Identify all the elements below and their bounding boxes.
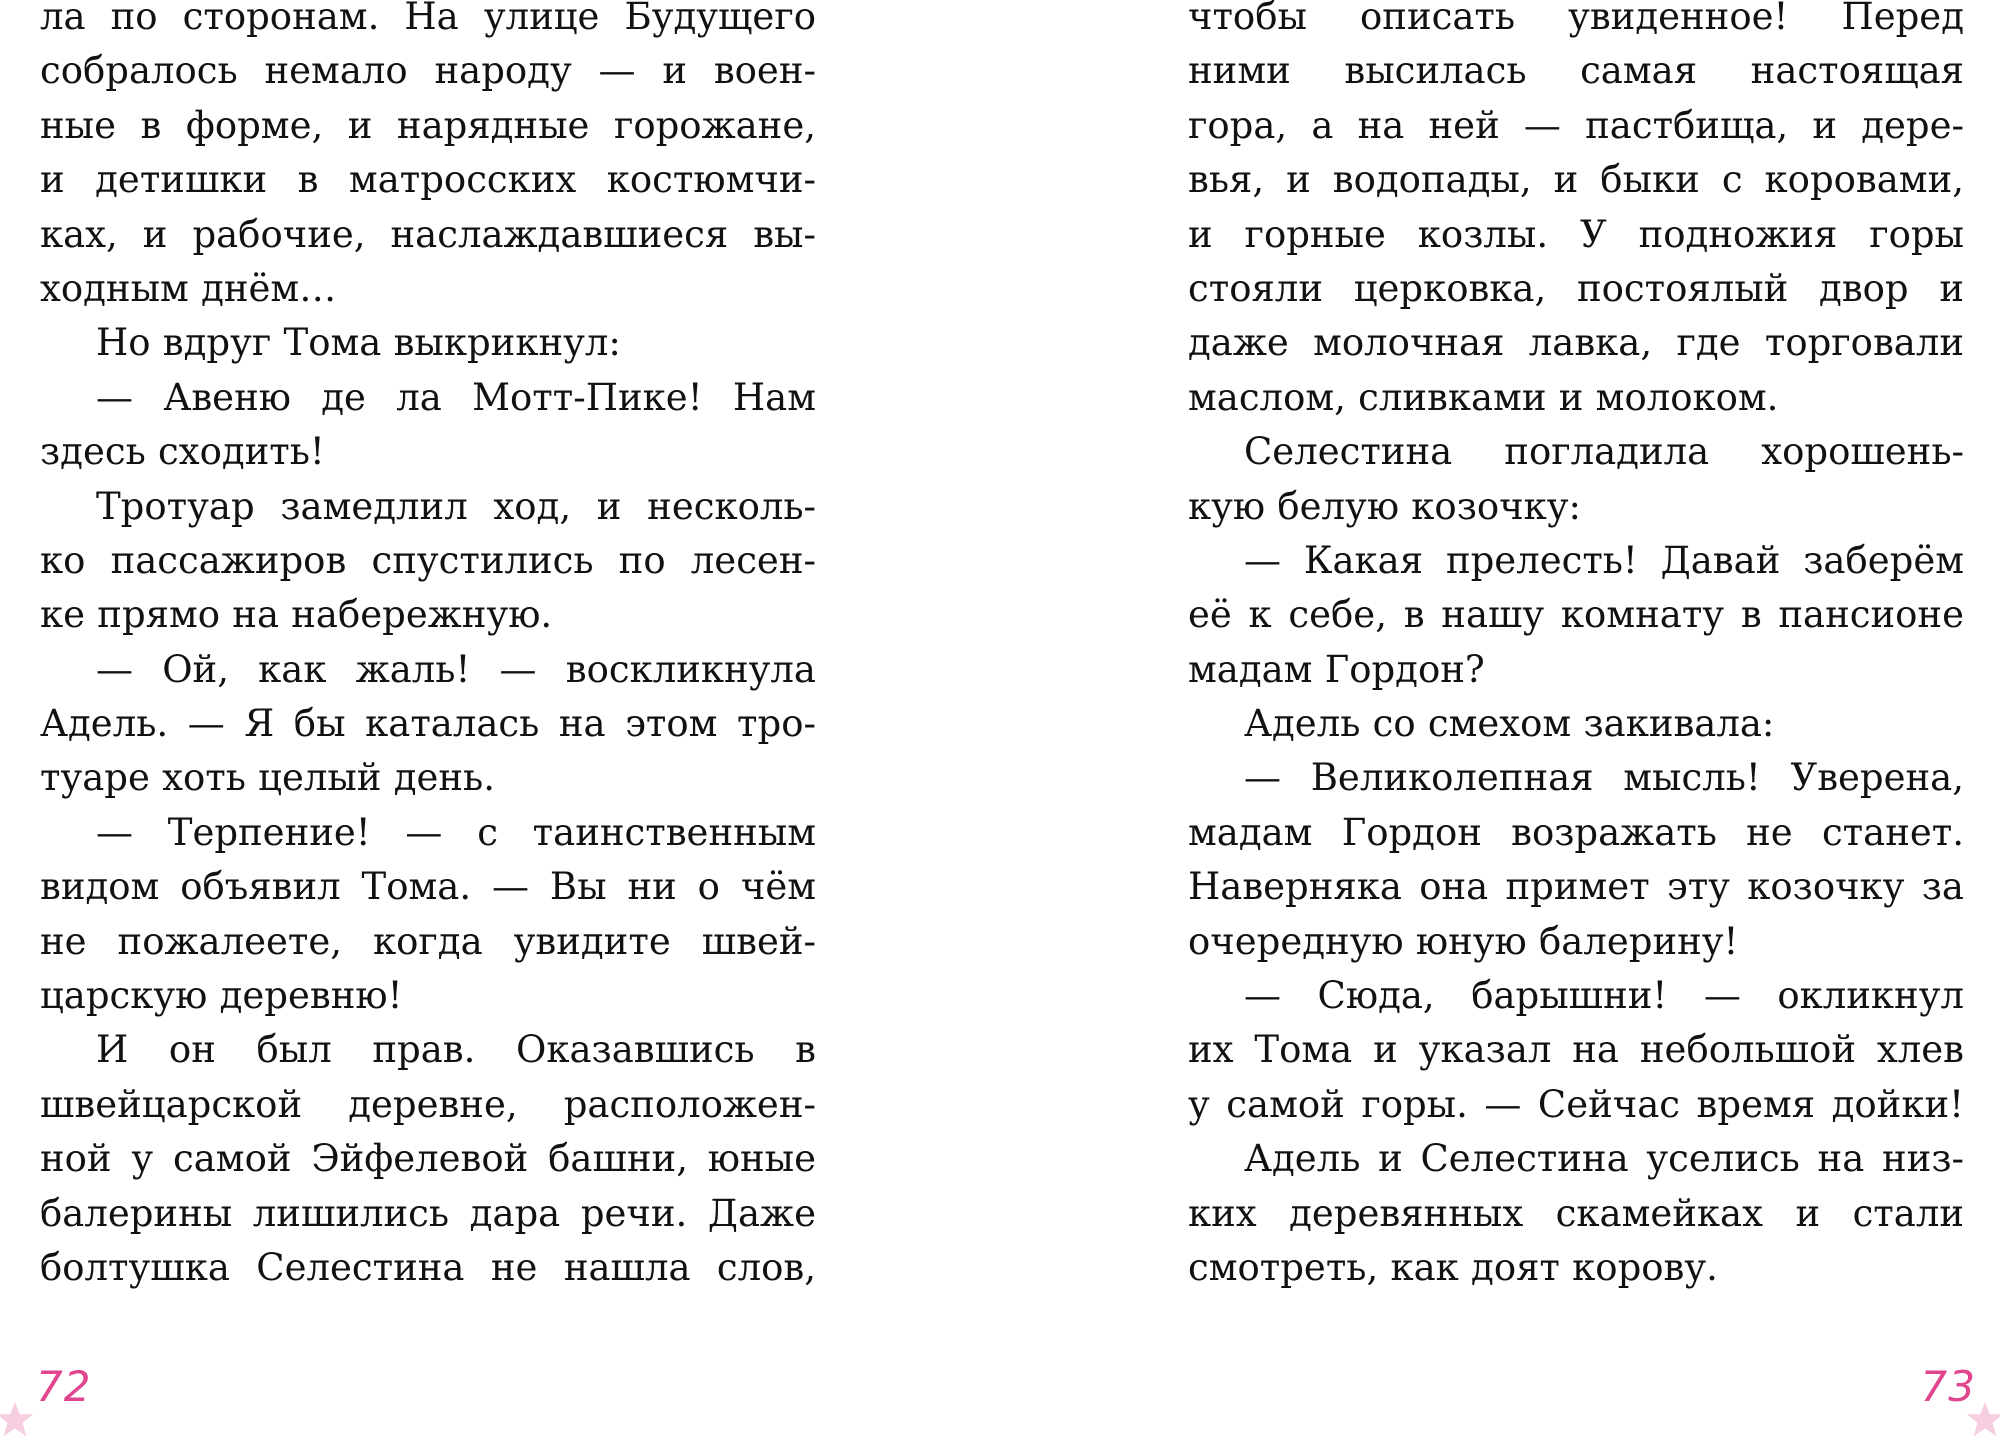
text-line: очередную юную балерину! [1188, 919, 1739, 963]
text-line: у самой горы. — Сейчас время дойки! [1188, 1082, 1964, 1126]
text-line: — Ой, как жаль! — воскликнула [96, 647, 816, 691]
star-icon [1966, 1400, 2000, 1438]
text-line: её к себе, в нашу комнату в пансионе [1188, 593, 1964, 637]
text-line: — Великолепная мысль! Уверена, [1244, 756, 1964, 800]
text-line: балерины лишились дара речи. Даже [40, 1191, 816, 1235]
text-line: царскую деревню! [40, 974, 403, 1018]
text-line: Адель со смехом закивала: [1244, 702, 1775, 746]
text-line: Тротуар замедлил ход, и несколь- [96, 484, 816, 528]
text-line: ними высилась самая настоящая [1188, 49, 1964, 93]
text-line: ной у самой Эйфелевой башни, юные [40, 1137, 816, 1181]
right-page-text [1188, 0, 1964, 1295]
text-line: видом объявил Тома. — Вы ни о чём [40, 865, 816, 909]
text-line: ких деревянных скамейках и стали [1188, 1191, 1964, 1235]
text-line: — Терпение! — с таинственным [96, 810, 816, 854]
text-line: туаре хоть целый день. [40, 756, 495, 800]
text-line: вья, и водопады, и быки с коровами, [1188, 158, 1964, 202]
text-line: Адель. — Я бы каталась на этом тро- [40, 702, 816, 746]
text-line: Наверняка она примет эту козочку за [1188, 865, 1964, 909]
text-line: ные в форме, и нарядные горожане, [40, 103, 816, 147]
text-line: даже молочная лавка, где торговали [1188, 321, 1964, 365]
page-number-right: 73 [1920, 1362, 1976, 1411]
text-line: гора, а на ней — пастбища, и дере- [1188, 103, 1964, 147]
text-line: смотреть, как доят корову. [1188, 1245, 1718, 1289]
text-line: ла по сторонам. На улице Будущего [40, 0, 816, 38]
text-line: не пожалеете, когда увидите швей- [40, 919, 816, 963]
right-page [1000, 0, 2000, 1444]
text-line: мадам Гордон возражать не станет. [1188, 810, 1964, 854]
text-line: — Какая прелесть! Давай заберём [1244, 538, 1964, 582]
text-line: собралось немало народу — и воен- [40, 49, 816, 93]
text-line: И он был прав. Оказавшись в [96, 1028, 816, 1072]
text-line: швейцарской деревне, расположен- [40, 1082, 816, 1126]
text-line: и детишки в матросских костюмчи- [40, 158, 816, 202]
text-line: их Тома и указал на небольшой хлев [1188, 1028, 1964, 1072]
text-line: мадам Гордон? [1188, 647, 1485, 691]
text-line: — Сюда, барышни! — окликнул [1244, 974, 1964, 1018]
text-line: ках, и рабочие, наслаждавшиеся вы- [40, 212, 816, 256]
page-number-left: 72 [36, 1362, 92, 1411]
text-line: Адель и Селестина уселись на низ- [1244, 1137, 1964, 1181]
text-line: здесь сходить! [40, 430, 325, 474]
text-line: Но вдруг Тома выкрикнул: [96, 321, 621, 365]
star-icon [0, 1400, 34, 1438]
text-line: ходным днём… [40, 266, 337, 310]
text-line: ке прямо на набережную. [40, 593, 553, 637]
text-line: — Авеню де ла Мотт-Пике! Нам [96, 375, 816, 419]
left-page-text [40, 0, 816, 1295]
text-line: маслом, сливками и молоком. [1188, 375, 1779, 419]
text-line: Селестина погладила хорошень- [1244, 430, 1964, 474]
text-line: ко пассажиров спустились по лесен- [40, 538, 816, 582]
text-line: и горные козлы. У подножия горы [1188, 212, 1964, 256]
text-line: чтобы описать увиденное! Перед [1188, 0, 1964, 38]
text-line: болтушка Селестина не нашла слов, [40, 1245, 816, 1289]
text-line: стояли церковка, постоялый двор и [1188, 266, 1964, 310]
text-line: кую белую козочку: [1188, 484, 1581, 528]
